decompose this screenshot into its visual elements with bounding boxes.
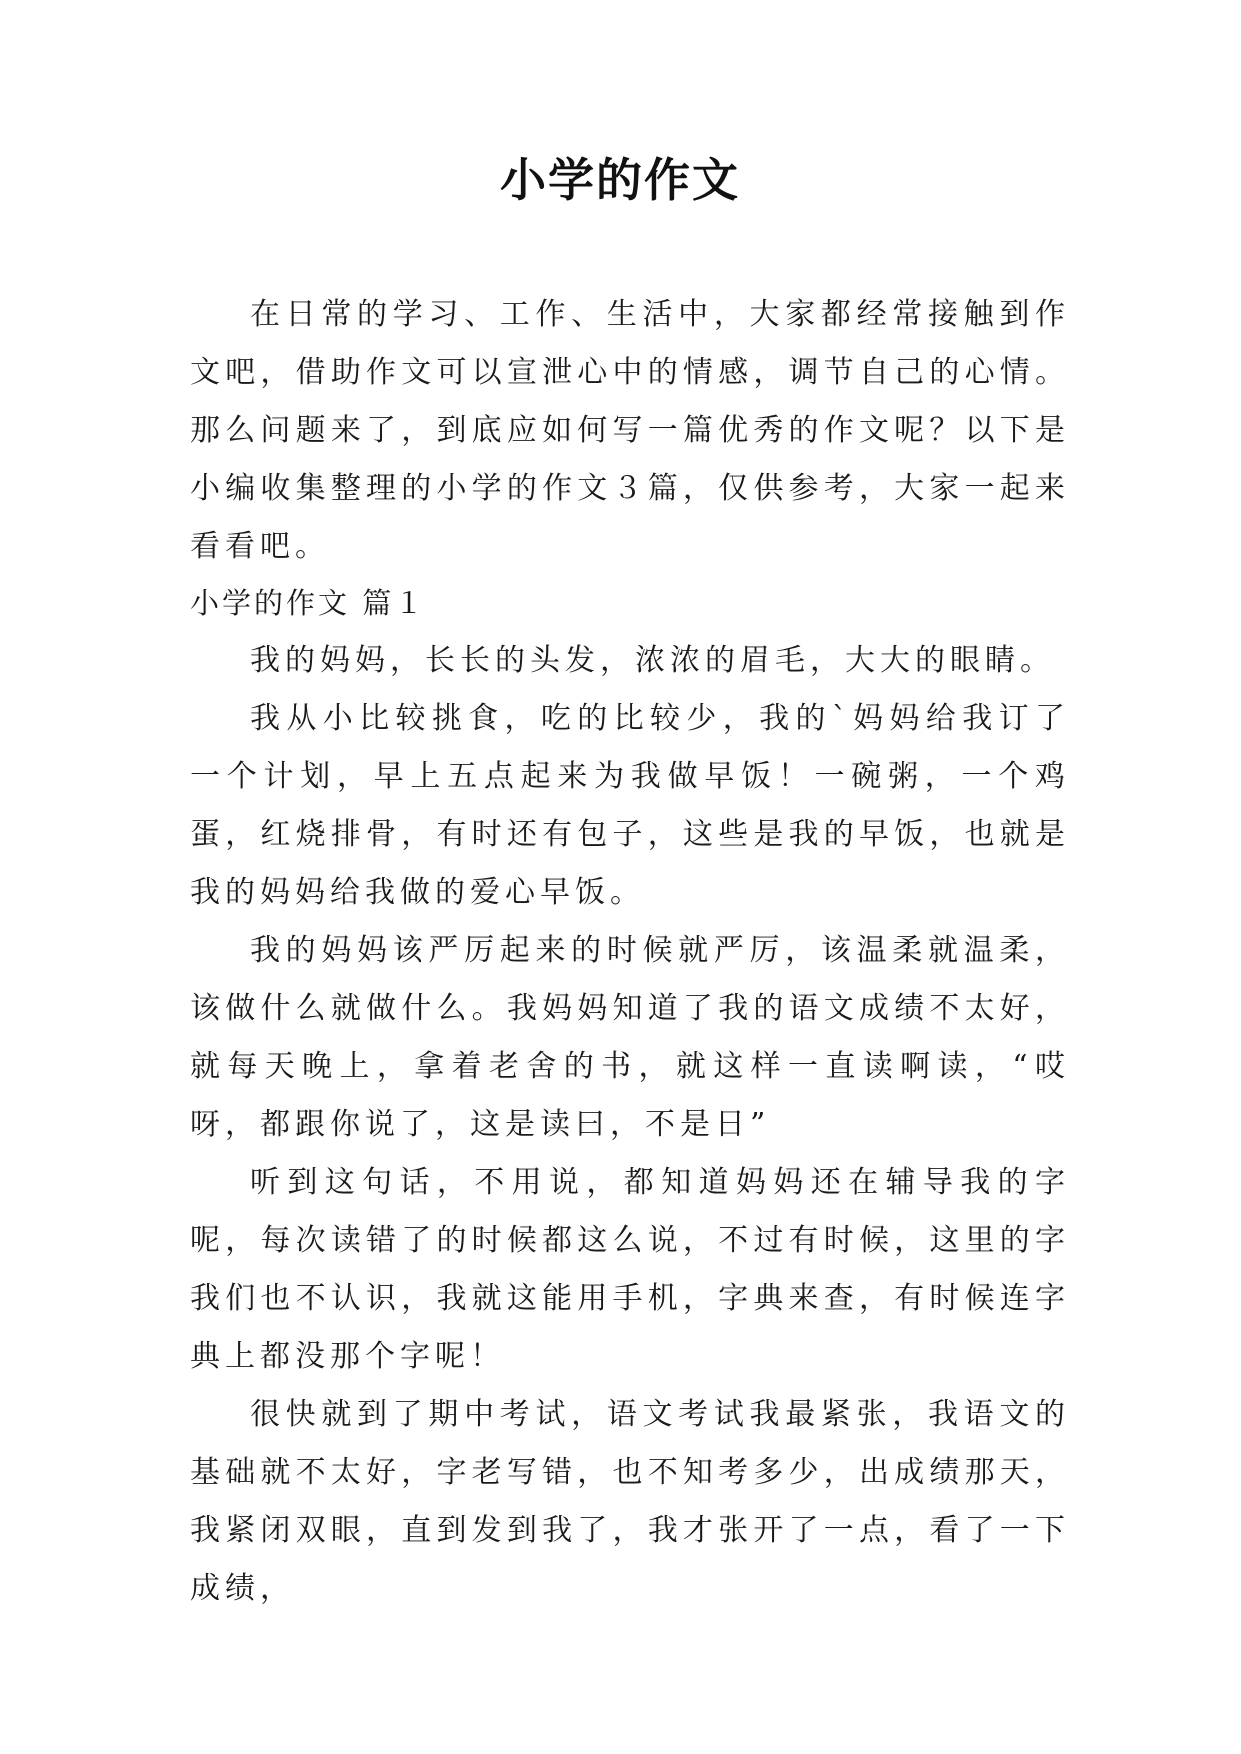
section-heading: 小学的作文 篇１ [190, 586, 427, 620]
intro-section [190, 286, 1070, 576]
essay-body [190, 574, 1070, 1618]
essay-paragraph-4: 听到这句话，不用说，都知道妈妈还在辅导我的字呢，每次读错了的时候都这么说，不过有时候，这里的字我们也不认识，我就这能用手机，字典来查，有时候连字典上都没那个字呢！ [190, 1165, 1070, 1374]
page-title: 小学的作文 [500, 153, 740, 207]
essay-paragraph-3: 我的妈妈该严厉起来的时候就严厉，该温柔就温柔，该做什么就做什么。我妈妈知道了我的语文成绩不太好，就每天晚上，拿着老舍的书，就这样一直读啊读，“哎呀，都跟你说了，这是读曰，不是日” [190, 933, 1070, 1142]
intro-paragraph: 在日常的学习、工作、生活中，大家都经常接触到作文吧，借助作文可以宣泄心中的情感，调节自己的心情。那么问题来了，到底应如何写一篇优秀的作文呢？以下是小编收集整理的小学的作文３篇，仅供参考，大家一起来看看吧。 [190, 297, 1070, 564]
essay-paragraph-1: 我的妈妈，长长的头发，浓浓的眉毛，大大的眼睛。 [250, 643, 1055, 678]
essay-paragraph-2: 我从小比较挑食，吃的比较少，我的`妈妈给我订了一个计划，早上五点起来为我做早饭！一碗粥，一个鸡蛋，红烧排骨，有时还有包子，这些是我的早饭，也就是我的妈妈给我做的爱心早饭。 [190, 701, 1070, 910]
essay-paragraph-5: 很快就到了期中考试，语文考试我最紧张，我语文的基础就不太好，字老写错，也不知考多少，出成绩那天，我紧闭双眼，直到发到我了，我才张开了一点，看了一下成绩， [190, 1397, 1070, 1606]
